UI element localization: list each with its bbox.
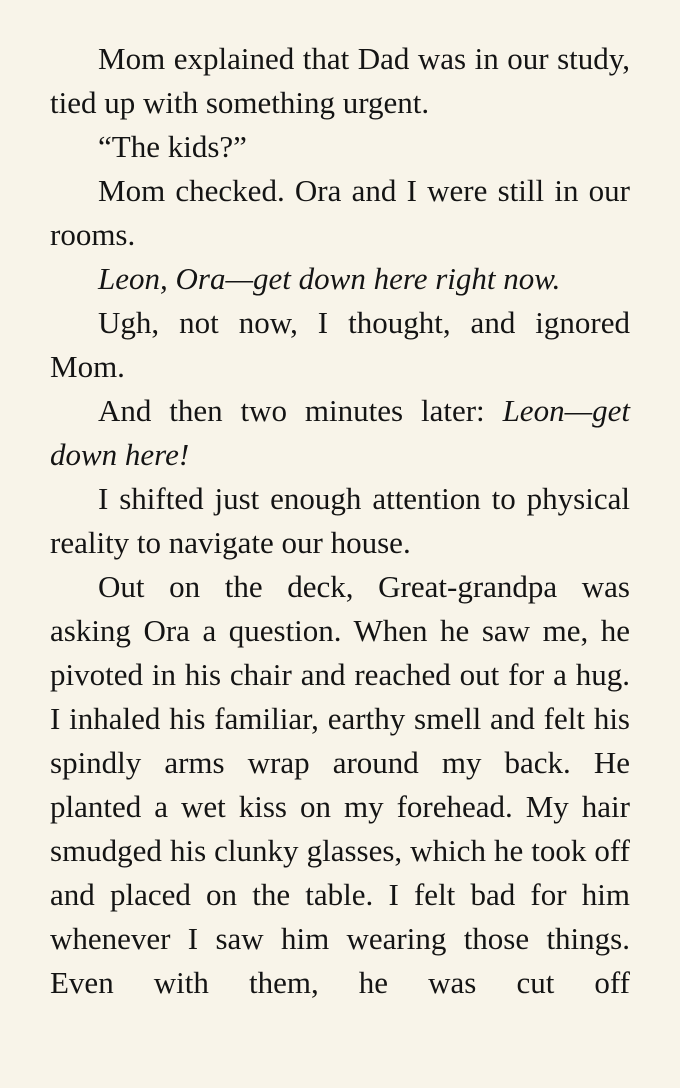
paragraph-text: I shifted just enough attention to physical reality to navigate our house.: [50, 481, 630, 560]
page-body-text: [50, 37, 630, 1005]
paragraph-6: [50, 389, 630, 477]
italic-text: Leon—get down here!: [50, 393, 630, 472]
italic-text: Leon, Ora—get down here right now.: [98, 261, 561, 296]
paragraph-8: [50, 565, 630, 1005]
paragraph-2: [50, 125, 630, 169]
paragraph-text: And then two minutes later:: [98, 393, 503, 428]
paragraph-text: Mom checked. Ora and I were still in our rooms.: [50, 173, 630, 252]
paragraph-text: “The kids?”: [98, 129, 247, 164]
paragraph-text: Out on the deck, Great-grandpa was asking Ora a question. When he saw me, he pivoted in his chair and reached out for a hug. I inhaled his familiar, earthy smell and felt his spindly arms wrap around my back. He planted a wet kiss on my forehead. My hair smudged his clunky glasses, which he took off and placed on the table. I felt bad for him whenever I saw him wearing those things. Even with them, he was cut off: [50, 569, 630, 1000]
paragraph-4: [50, 257, 630, 301]
paragraph-text: Ugh, not now, I thought, and ignored Mom.: [50, 305, 630, 384]
paragraph-1: [50, 37, 630, 125]
paragraph-text: Mom explained that Dad was in our study, tied up with something urgent.: [50, 41, 630, 120]
paragraph-3: [50, 169, 630, 257]
paragraph-5: [50, 301, 630, 389]
paragraph-7: [50, 477, 630, 565]
